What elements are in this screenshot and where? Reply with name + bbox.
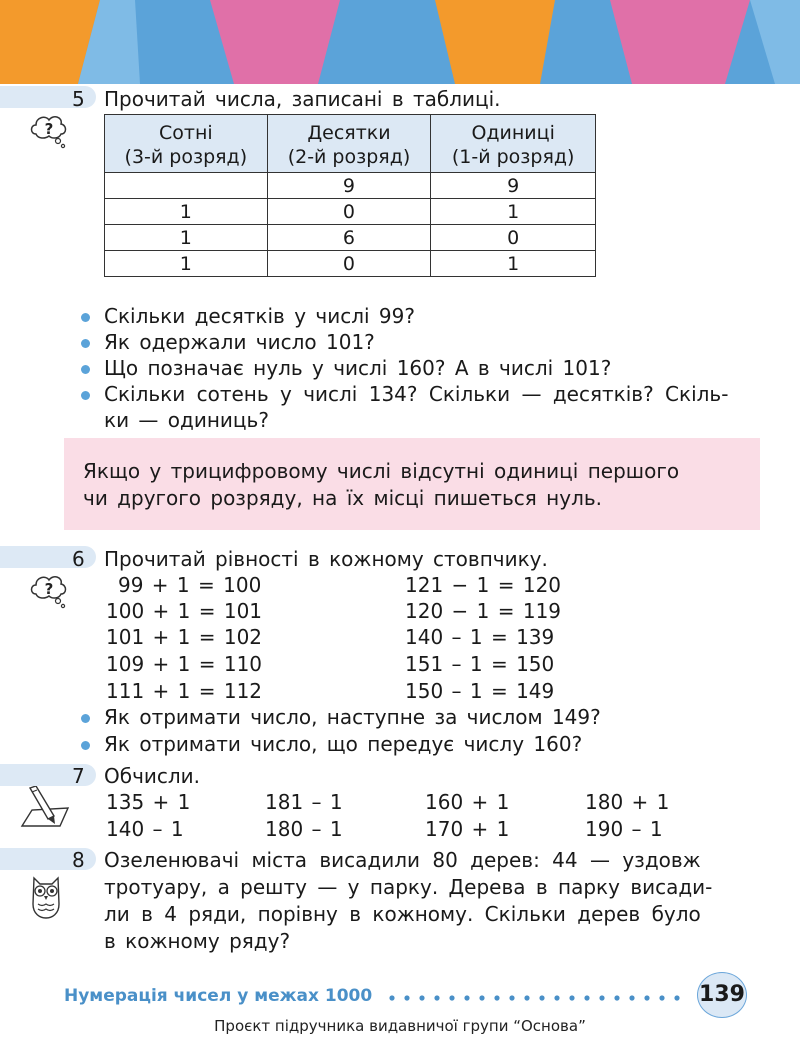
table-cell: 1	[431, 251, 596, 277]
table-cell: 1	[105, 251, 268, 277]
equation-left-5: 111 + 1 = 112	[106, 679, 263, 703]
task-6-question-1: Як отримати число, наступне за числом 149?	[104, 705, 601, 729]
digit-place-table	[104, 114, 596, 277]
expression-1-4: 180 + 1	[585, 790, 670, 814]
top-decorative-band	[0, 0, 800, 84]
equation-left-4: 109 + 1 = 110	[106, 652, 263, 676]
task-5-number: 5	[72, 87, 85, 111]
thinking-question-icon	[28, 112, 70, 152]
expression-2-1: 140 – 1	[106, 817, 184, 841]
table-row	[105, 173, 596, 199]
bullet-icon	[81, 365, 90, 374]
table-row	[105, 199, 596, 225]
table-cell: 1	[105, 199, 268, 225]
table-cell: 0	[267, 199, 431, 225]
expression-2-4: 190 – 1	[585, 817, 663, 841]
equation-right-5: 150 – 1 = 149	[405, 679, 555, 703]
task-5-question-2: Як одержали число 101?	[104, 330, 375, 354]
bullet-icon	[81, 313, 90, 322]
equation-right-2: 120 − 1 = 119	[405, 599, 562, 623]
table-cell: 9	[431, 173, 596, 199]
page-number-badge: 139	[697, 972, 747, 1018]
table-cell: 9	[267, 173, 431, 199]
table-cell	[105, 173, 268, 199]
table-cell: 1	[431, 199, 596, 225]
task-6-instruction: Прочитай рівності в кожному стовпчику.	[104, 547, 548, 571]
footer-section-title: Нумерація чисел у межах 1000	[64, 986, 373, 1006]
pencil-notebook-icon	[18, 786, 72, 830]
task-7-instruction: Обчисли.	[104, 764, 201, 788]
table-cell: 0	[431, 225, 596, 251]
task-5-question-4-cont: ки — одиниць?	[104, 408, 269, 432]
header-hundreds: Сотні (3-й розряд)	[105, 115, 268, 173]
svg-text:?: ?	[44, 580, 54, 598]
task-5-question-3: Що позначає нуль у числі 160? А в числі 101?	[104, 356, 612, 380]
rule-line-2: чи другого розряду, на їх місці пишеться нуль.	[83, 486, 602, 510]
expression-1-3: 160 + 1	[425, 790, 510, 814]
table-row	[105, 225, 596, 251]
task-8-line-1: Озеленювачі міста висадили 80 дерев: 44 — уздовж	[104, 848, 701, 872]
bullet-icon	[81, 741, 90, 750]
task-5-question-4: Скільки сотень у числі 134? Скільки — десятків? Скіль-	[104, 382, 729, 406]
equation-left-3: 101 + 1 = 102	[106, 625, 263, 649]
task-6-question-2: Як отримати число, що передує числу 160?	[104, 732, 583, 756]
table-cell: 1	[105, 225, 268, 251]
rule-box	[64, 438, 760, 530]
equation-left-1: 99 + 1 = 100	[118, 573, 262, 597]
svg-text:?: ?	[44, 120, 54, 138]
expression-1-2: 181 – 1	[265, 790, 343, 814]
task-8-line-4: в кожному ряду?	[104, 929, 291, 953]
expression-1-1: 135 + 1	[106, 790, 191, 814]
task-8-number: 8	[72, 848, 85, 872]
rule-line-1: Якщо у трицифровому числі відсутні одиниці першого	[83, 459, 680, 483]
header-tens: Десятки (2-й розряд)	[267, 115, 431, 173]
table-cell: 6	[267, 225, 431, 251]
header-units: Одиниці (1-й розряд)	[431, 115, 596, 173]
task-6-number: 6	[72, 547, 85, 571]
expression-2-2: 180 – 1	[265, 817, 343, 841]
task-8-line-3: ли в 4 ряди, порівну в кожному. Скільки дерев було	[104, 902, 701, 926]
equation-right-1: 121 − 1 = 120	[405, 573, 562, 597]
equation-right-4: 151 – 1 = 150	[405, 652, 555, 676]
task-5-question-1: Скільки десятків у числі 99?	[104, 304, 415, 328]
task-7-number: 7	[72, 764, 85, 788]
expression-2-3: 170 + 1	[425, 817, 510, 841]
owl-icon	[28, 874, 64, 920]
equation-right-3: 140 – 1 = 139	[405, 625, 555, 649]
task-5-instruction: Прочитай числа, записані в таблиці.	[104, 87, 501, 111]
equation-left-2: 100 + 1 = 101	[106, 599, 263, 623]
table-row	[105, 251, 596, 277]
publisher-note: Проєкт підручника видавничої групи “Основа”	[214, 1017, 586, 1035]
bullet-icon	[81, 391, 90, 400]
task-8-line-2: тротуару, а решту — у парку. Дерева в парку висади-	[104, 875, 713, 899]
footer-dotted-line	[388, 994, 692, 1002]
table-cell: 0	[267, 251, 431, 277]
bullet-icon	[81, 339, 90, 348]
thinking-question-icon	[28, 572, 70, 612]
bullet-icon	[81, 714, 90, 723]
